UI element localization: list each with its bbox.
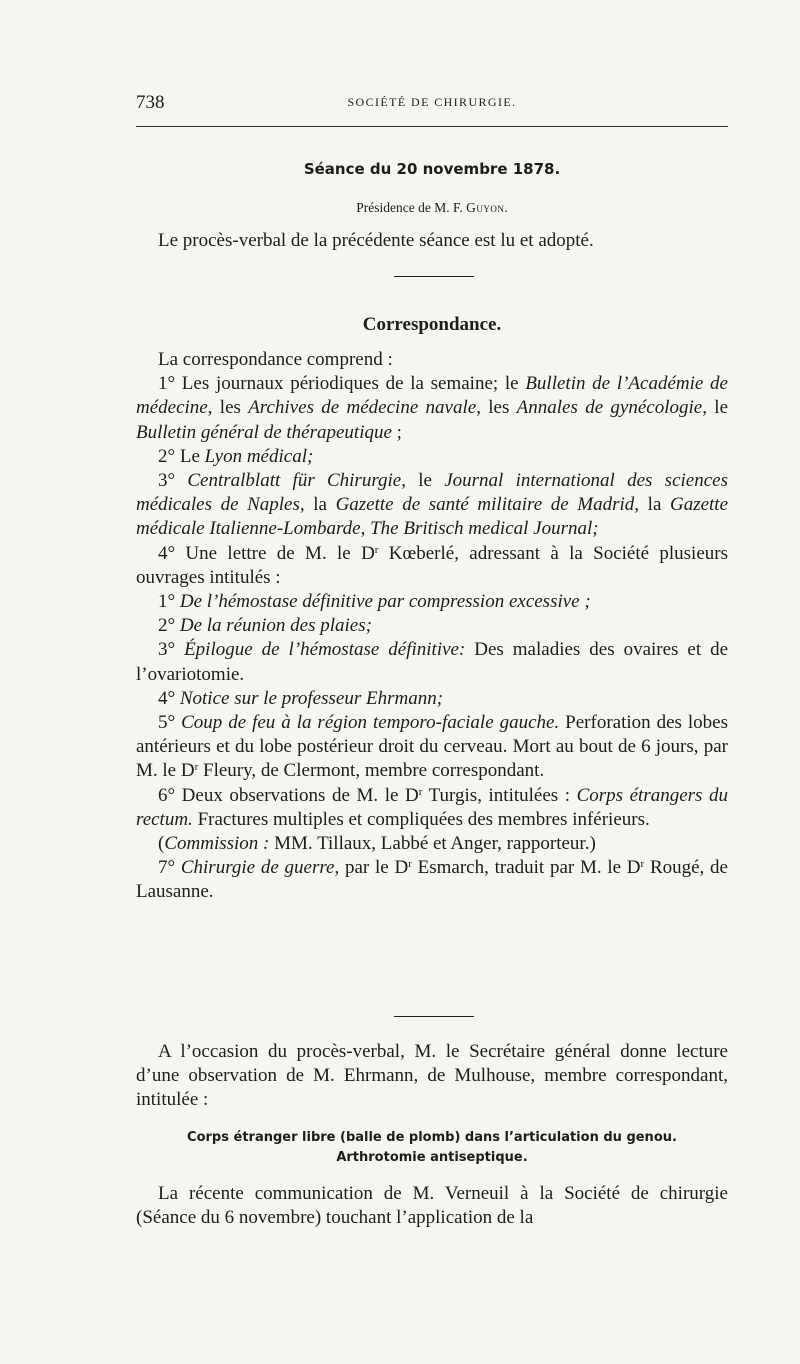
item-2	[136, 445, 728, 469]
commission-open: (	[158, 833, 165, 855]
presidence-suffix: .	[504, 200, 508, 215]
sub-item-4-a: 4°	[158, 687, 180, 709]
sub-item-4	[136, 687, 728, 711]
item-3-e: , la	[299, 494, 336, 516]
item-1-d: Archives de médecine navale	[248, 397, 477, 419]
header-rule	[136, 126, 728, 127]
item-7-sup-1: r	[408, 858, 412, 871]
item-7-b: Chirurgie de guerre	[180, 857, 335, 879]
item-6-a: 6° Deux observations de M. le D	[158, 784, 419, 806]
item-7-c: , par le D	[334, 857, 409, 879]
sub-item-2-b: De la réunion des plaies;	[179, 615, 372, 637]
item-6-d: Fractures multiples et compliquées des membres inférieurs.	[192, 808, 650, 830]
sub-item-5	[136, 711, 728, 784]
item-3-g: la	[639, 494, 670, 516]
item-6-c: Corps étrangers du rectum.	[136, 784, 728, 830]
item-6	[136, 784, 728, 832]
item-1-g: , le	[702, 397, 729, 419]
item-1	[136, 372, 728, 445]
sub-item-4-b: Notice sur le professeur Ehrmann;	[179, 687, 444, 709]
item-3-h: Gazette médicale Italienne-Lombarde	[136, 494, 729, 540]
observation-title-line-2: Arthrotomie antiseptique.	[336, 1150, 528, 1165]
item-7-sup-2: r	[640, 858, 645, 871]
proces-verbal: Le procès-verbal de la précédente séance est lu et adopté.	[158, 230, 594, 251]
sub-item-1	[136, 590, 728, 614]
separator-rule-1	[394, 276, 474, 277]
running-title: SOCIÉTÉ DE CHIRURGIE.	[347, 95, 517, 109]
occasion-paragraph-block	[136, 1040, 728, 1113]
section-title-correspondance: Correspondance.	[362, 314, 502, 335]
item-4	[136, 542, 728, 590]
commission-label: Commission :	[164, 833, 270, 855]
item-3-c: , le	[401, 470, 445, 492]
correspondance-intro: La correspondance comprend :	[158, 349, 393, 370]
item-2-a: 2° Le	[158, 445, 205, 467]
page-header	[136, 92, 728, 114]
item-4-a: 4° Une lettre de M. le D	[158, 542, 375, 564]
item-7-e: Rougé, de Lausanne.	[136, 857, 728, 903]
session-title: Séance du 20 novembre 1878.	[303, 160, 561, 178]
item-1-a: 1° Les journaux périodiques de la semaine; le	[158, 373, 526, 395]
presidence-line	[136, 200, 728, 216]
item-3-a: 3°	[158, 470, 188, 492]
sub-item-3-b: Épilogue de l’hémostase définitive:	[184, 639, 466, 661]
item-6-b: Turgis, intitulées :	[422, 784, 577, 806]
item-7-d: Esmarch, traduit par M. le D	[411, 857, 641, 879]
item-1-i: ;	[391, 421, 402, 443]
sub-item-3-a: 3°	[158, 639, 185, 661]
closing-paragraph-block	[136, 1182, 728, 1230]
item-3-j: The Britisch medical Journal;	[370, 518, 599, 540]
sub-item-5-a: 5°	[158, 712, 182, 734]
correspondance-body	[136, 348, 728, 905]
item-6-sup: r	[418, 785, 423, 798]
item-1-c: , les	[207, 397, 249, 419]
sub-item-3-c: Des maladies des ovaires et de l’ovariotomie.	[136, 639, 729, 685]
president-name: Guyon	[466, 200, 505, 215]
item-3-d: Journal international des sciences médicales de Naples	[136, 470, 728, 516]
sub-item-2	[136, 614, 728, 638]
item-1-f: Annales de gynécologie	[516, 397, 703, 419]
item-1-e: , les	[476, 397, 517, 419]
presidence-prefix: Présidence de M. F.	[356, 200, 467, 215]
item-3-i: ,	[360, 518, 371, 540]
item-3-b: Centralblatt für Chirurgie	[187, 470, 402, 492]
sub-item-5-c: Perforation des lobes antérieurs et du lobe postérieur droit du cerveau. Mort au bout de 6 jours, par M. le D	[136, 712, 728, 782]
observation-title-line-1: Corps étranger libre (balle de plomb) dans l’articulation du genou.	[187, 1130, 677, 1145]
sub-item-1-a: 1°	[158, 591, 180, 613]
item-3	[136, 469, 728, 542]
closing-paragraph: La récente communication de M. Verneuil à la Société de chirurgie (Séance du 6 novembre) touchant l’application de la	[136, 1183, 728, 1229]
item-4-b: Kœberlé, adressant à la Société plusieurs ouvrages intitulés :	[136, 542, 728, 588]
occasion-paragraph: A l’occasion du procès-verbal, M. le Secrétaire général donne lecture d’une observation de M. Ehrmann, de Mulhouse, membre correspondant, intitulée :	[136, 1041, 728, 1111]
item-1-b: Bulletin de l’Académie de médecine	[136, 373, 728, 419]
observation-title	[136, 1128, 728, 1168]
separator-rule-2	[394, 1016, 474, 1017]
sub-item-5-d: Fleury, de Clermont, membre correspondant.	[198, 760, 545, 782]
item-4-sup: r	[374, 543, 379, 556]
sub-item-3	[136, 638, 728, 686]
commission-line	[136, 832, 728, 856]
page-number: 738	[136, 92, 165, 113]
item-2-b: Lyon médical;	[204, 445, 314, 467]
sub-item-1-b: De l’hémostase définitive par compression excessive ;	[179, 591, 591, 613]
item-7-a: 7°	[158, 857, 181, 879]
item-7	[136, 856, 728, 904]
item-1-h: Bulletin général de thérapeutique	[136, 421, 392, 443]
sub-item-2-a: 2°	[158, 615, 180, 637]
sub-item-5-b: Coup de feu à la région temporo-faciale gauche.	[181, 712, 560, 734]
item-3-f: Gazette de santé militaire de Madrid,	[335, 494, 640, 516]
sub-item-5-sup: r	[194, 761, 199, 774]
commission-members: MM. Tillaux, Labbé et Anger, rapporteur.)	[269, 833, 596, 855]
